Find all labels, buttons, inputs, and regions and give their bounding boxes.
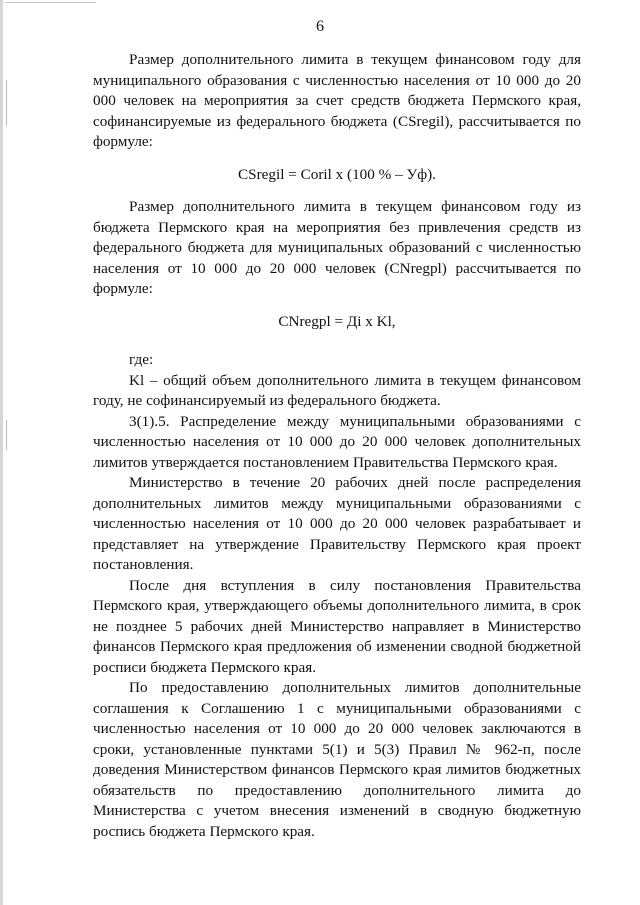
paragraph-after-resolution: После дня вступления в силу постановления Правительства Пермского края, утверждающего объемы дополнительного лимита, в срок не позднее 5 рабочих дней Министерство направляет в Министерство финансов Пермского края предложения об изменении сводной бюджетной росписи бюджета Пермского края. xyxy=(93,576,581,676)
paragraph-kl-definition: Kl – общий объем дополнительного лимита в текущем финансовом году, не софинансируемый из федерального бюджета. xyxy=(93,371,581,409)
paragraph-additional-agreements: По предоставлению дополнительных лимитов дополнительные соглашения к Соглашению 1 с муниципальными образованиями с численностью населения от 10 000 до 20 000 человек заключаются в сроки, установленные пунктами 5(1) и 5(3) Правил № 962-п, после доведения Министерством финансов Пермского края лимитов бюджетных обязательств по предоставлению дополнительного лимита до Министерства с учетом внесения изменений в сводную бюджетную роспись бюджета Пермского края. xyxy=(93,679,581,840)
scan-edge-line xyxy=(4,2,96,3)
scan-edge-mark xyxy=(6,420,7,450)
document-body xyxy=(93,50,581,842)
paragraph-limit-cofinanced: Размер дополнительного лимита в текущем финансовом году для муниципального образования с численностью населения от 10 000 до 20 000 человек на мероприятия за счет средств бюджета Пермского края, софинансируемые из федерального бюджета (CSregil), рассчитывается по формуле: xyxy=(93,51,581,150)
paragraph-where: где: xyxy=(129,351,154,368)
formula-csregil: CSregil = Coril x (100 % – Уф). xyxy=(238,165,436,183)
paragraph-3-1-5: 3(1).5. Распределение между муниципальными образованиями с численностью населения от 10 000 до 20 000 человек дополнительных лимитов утверждается постановлением Правительства Пермского края. xyxy=(93,412,581,471)
page-number: 6 xyxy=(316,18,324,35)
paragraph-limit-regional: Размер дополнительного лимита в текущем финансовом году из бюджета Пермского края на мероприятия без привлечения средств из федерального бюджета для муниципальных образований с численностью населения от 10 000 до 20 000 человек (CNregpl) рассчитывается по формуле: xyxy=(93,198,581,297)
scan-edge-shadow xyxy=(0,0,3,905)
formula-cnregpl: CNregpl = Дi x Kl, xyxy=(278,312,396,330)
paragraph-ministry-deadline: Министерство в течение 20 рабочих дней после распределения дополнительных лимитов между муниципальными образованиями с численностью населения от 10 000 до 20 000 человек разрабатывает и представляет на утверждение Правительству Пермского края проект постановления. xyxy=(93,474,581,573)
scan-edge-mark xyxy=(6,80,7,126)
